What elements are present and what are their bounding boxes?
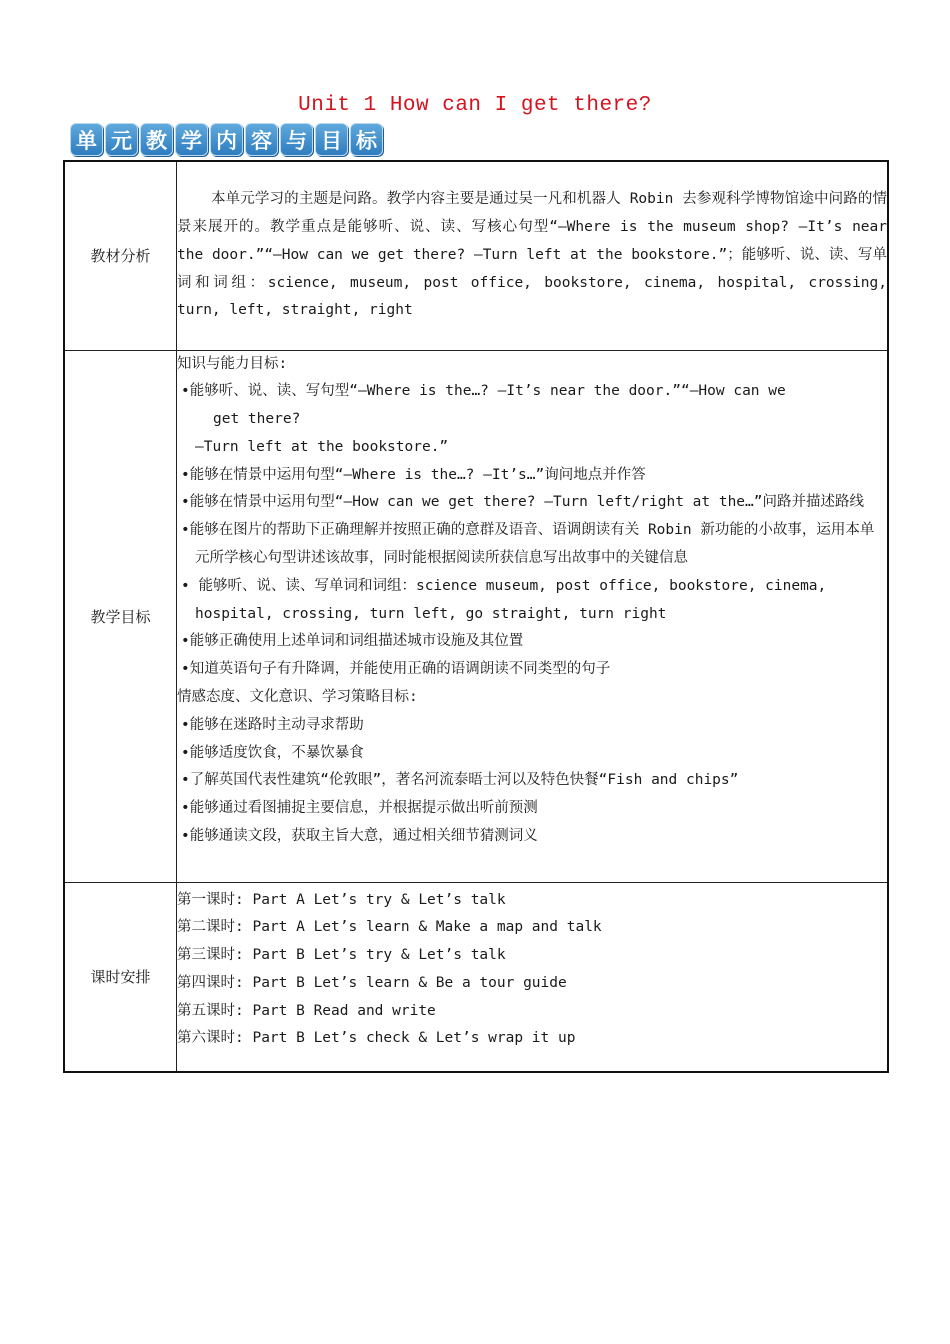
banner-char: 教 — [140, 123, 173, 156]
row-label-analysis: 教材分析 — [64, 161, 177, 350]
banner-char: 元 — [105, 123, 138, 156]
goal-item: •了解英国代表性建筑“伦敦眼”，著名河流泰晤士河以及特色快餐“Fish and chips” — [181, 772, 739, 789]
table-row-analysis — [64, 161, 888, 350]
banner-char: 目 — [315, 123, 348, 156]
unit-plan-table — [63, 160, 889, 1073]
schedule-cell — [177, 882, 889, 1072]
table-row-schedule — [64, 882, 888, 1072]
goal-item-continued: —Turn left at the bookstore.” — [195, 438, 449, 455]
goal-item: •能够在迷路时主动寻求帮助 — [181, 716, 364, 733]
lesson-item: 第四课时: Part B Let’s learn & Be a tour guide — [177, 974, 567, 991]
banner-char: 单 — [70, 123, 103, 156]
row-label-schedule: 课时安排 — [64, 882, 177, 1072]
affect-heading: 情感态度、文化意识、学习策略目标: — [177, 689, 418, 706]
lesson-item: 第三课时: Part B Let’s try & Let’s talk — [177, 947, 506, 964]
lesson-item: 第六课时: Part B Let’s check & Let’s wrap it up — [177, 1030, 576, 1047]
banner-char: 容 — [245, 123, 278, 156]
row-label-goals: 教学目标 — [64, 350, 177, 882]
goal-item: •能够听、说、读、写句型“—Where is the…? —It’s near the door.”“—How can we — [181, 383, 786, 400]
goals-cell — [177, 350, 889, 882]
goal-item: •知道英语句子有升降调，并能使用正确的语调朗读不同类型的句子 — [181, 661, 611, 678]
page-title: Unit 1 How can I get there? — [298, 94, 652, 117]
lesson-item: 第二课时: Part A Let’s learn & Make a map and talk — [177, 919, 602, 936]
lesson-item: 第一课时: Part A Let’s try & Let’s talk — [177, 891, 506, 908]
analysis-text: 本单元学习的主题是问路。教学内容主要是通过吴一凡和机器人 Robin 去参观科学博物馆途中问路的情景来展开的。教学重点是能够听、说、读、写核心句型“—Where is the museum shop? —It’s near the door.”“—How can we get there? —Turn left at the bookstore.”；能够听、说、读、写单词和词组：science, museum, post office, bookstore, cinema, hospital, crossing, turn, left, straight, right — [177, 191, 887, 319]
lesson-item: 第五课时: Part B Read and write — [177, 1002, 436, 1019]
table-row-goals — [64, 350, 888, 882]
banner-char: 内 — [210, 123, 243, 156]
goal-item: •能够通过看图捕捉主要信息，并根据提示做出听前预测 — [181, 800, 538, 817]
section-banner — [70, 123, 383, 157]
banner-char: 与 — [280, 123, 313, 156]
goal-item: •能够在情景中运用句型“—Where is the…? —It’s…”询问地点并作答 — [181, 466, 646, 483]
banner-char: 学 — [175, 123, 208, 156]
analysis-cell — [177, 161, 889, 350]
banner-char: 标 — [350, 123, 383, 156]
goal-item: •能够在图片的帮助下正确理解并按照正确的意群及语音、语调朗读有关 Robin 新功能的小故事，运用本单元所学核心句型讲述该故事，同时能根据阅读所获信息写出故事中的关键信息 — [181, 522, 875, 567]
goal-item: •能够适度饮食，不暴饮暴食 — [181, 744, 364, 761]
goal-item-continued: get there? — [213, 411, 301, 428]
goal-item: •能够在情景中运用句型“—How can we get there? —Turn left/right at the…”问路并描述路线 — [181, 494, 864, 511]
goal-item: • 能够听、说、读、写单词和词组：science museum, post office, bookstore, cinema, hospital, crossing, turn left, go straight, turn right — [181, 577, 827, 622]
knowledge-heading: 知识与能力目标: — [177, 355, 288, 372]
goal-item: •能够通读文段，获取主旨大意，通过相关细节猜测词义 — [181, 828, 538, 845]
goal-item: •能够正确使用上述单词和词组描述城市设施及其位置 — [181, 633, 524, 650]
